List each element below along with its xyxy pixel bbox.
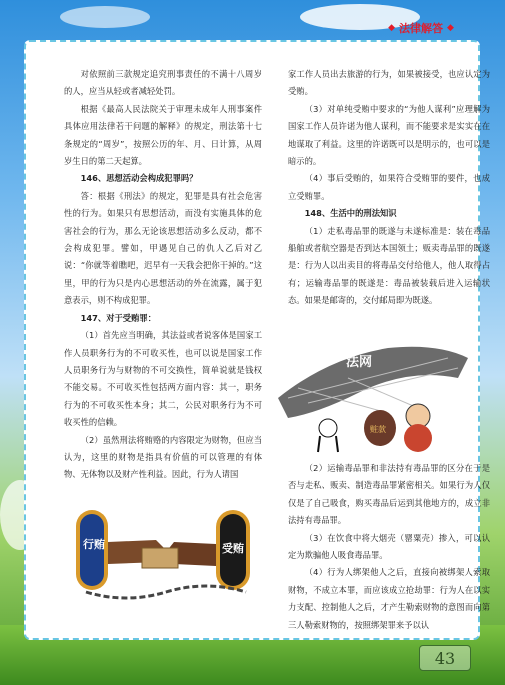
paragraph: 对依照前三款规定追究刑事责任的不满十八周岁的人，应当从轻或者减轻处罚。 xyxy=(64,69,262,97)
paragraph: （3）在饮食中将大烟壳（罂粟壳）掺入，可以认定为欺骗他人吸食毒品罪。 xyxy=(288,532,490,561)
paragraph: （4）行为人绑架他人之后，直接向被绑架人索取财物，不成立本罪，而应该成立抢劫罪：行为人在以实力支配、控制他人之后，才产生勒索财物的意图而向第三人勒索财物的，按照绑架罪来予以认 xyxy=(288,567,490,630)
paragraph: （3）对单纯受贿中要求的“为他人谋利”应理解为国家工作人员许诺为他人谋利，而不能要求是实实在在地谋取了利益。这里的许诺既可以是明示的，也可以是暗示的。 xyxy=(288,103,490,167)
diamond-icon: ◆ xyxy=(388,23,395,33)
question-heading: 146、思想活动会构成犯罪吗？ xyxy=(80,173,198,184)
ghost-head xyxy=(319,419,337,437)
bribery-illustration xyxy=(66,492,266,612)
bag-label: 赃款 xyxy=(370,425,386,434)
paragraph: 答：根据《刑法》的规定，犯罪是具有社会危害性的行为。如果只有思想活动，而没有实施具体的危害社会的行为，那么无论该思想活动多么反动，都不会构成犯罪。譬如，甲遇见自己的仇人乙后对乙说：“你就等着瞧吧，迟早有一天我会把你干掉的。”这里，甲的行为只是内心思想活动的外在流露，属于犯意表示，则不构成犯罪。 xyxy=(64,190,262,306)
paragraph: 根据《最高人民法院关于审理未成年人刑事案件具体应用法律若干问题的解释》的规定，刑法第十七条规定的“周岁”，按照公历的年、月、日计算，从周岁生日的第二天起算。 xyxy=(64,103,262,167)
paragraph: （2）虽然刑法将贿赂的内容限定为财物，但应当认为，这里的财物是指具有价值的可以管理的有体物、无体物以及财产性利益。因此，行为人请国 xyxy=(64,434,262,480)
paragraph: 家工作人员出去旅游的行为，如果被接受，也应认定为受贿。 xyxy=(288,69,490,97)
bribe-right-label: 受贿 xyxy=(222,542,244,555)
diamond-icon: ◆ xyxy=(447,23,454,33)
paragraph: （1）首先应当明确，其法益或者说客体是国家工作人员职务行为的不可收买性，也可以说是国家工作人员职务行为与财物的不可交换性，简单说就是钱权不能交易。不可收买性包括两方面内容：其一，职务行为的不可收买性本身；其二，公民对职务行为不可收买性的信赖。 xyxy=(64,330,262,428)
paragraph: （2）运输毒品罪和非法持有毒品罪的区分在于是否与走私、贩卖、制造毒品罪紧密相关。如果行为人仅仅是了自己吸食，购买毒品后运到其他地方的，成立非法持有毒品罪。 xyxy=(288,463,490,526)
left-column xyxy=(64,66,262,484)
handcuff-chain xyxy=(86,586,246,598)
banknotes xyxy=(142,548,178,568)
right-column-bottom xyxy=(288,460,490,634)
page-number: 43 xyxy=(419,645,471,671)
paragraph: （4）事后受贿的，如果符合受贿罪的要件，也成立受贿罪。 xyxy=(288,173,490,201)
section-tag xyxy=(375,18,467,38)
section-tag-label: 法律解答 xyxy=(399,22,443,35)
thief-body xyxy=(404,424,432,452)
bribe-left-label: 行贿 xyxy=(83,538,105,551)
net-shape xyxy=(278,347,468,418)
net-label: 法网 xyxy=(346,355,373,370)
paragraph: （1）走私毒品罪的既遂与未遂标准是：装在毒品船舶或者航空器是否到达本国领土；贩卖毒品罪的既遂是：行为人以出卖目的将毒品交付给他人，他人取得占有；运输毒品罪的既遂是：毒品被装载后进入运输状态。如果是邮寄的，交付邮局即为既遂。 xyxy=(288,225,490,306)
question-heading: 147、对于受贿罪： xyxy=(80,312,156,323)
law-net-illustration xyxy=(268,338,478,454)
cloud-decoration xyxy=(60,6,150,28)
content-panel xyxy=(24,40,490,640)
right-column-top xyxy=(288,66,490,310)
ghost-legs xyxy=(318,436,338,452)
question-heading: 148、生活中的刑法知识 xyxy=(304,208,397,219)
